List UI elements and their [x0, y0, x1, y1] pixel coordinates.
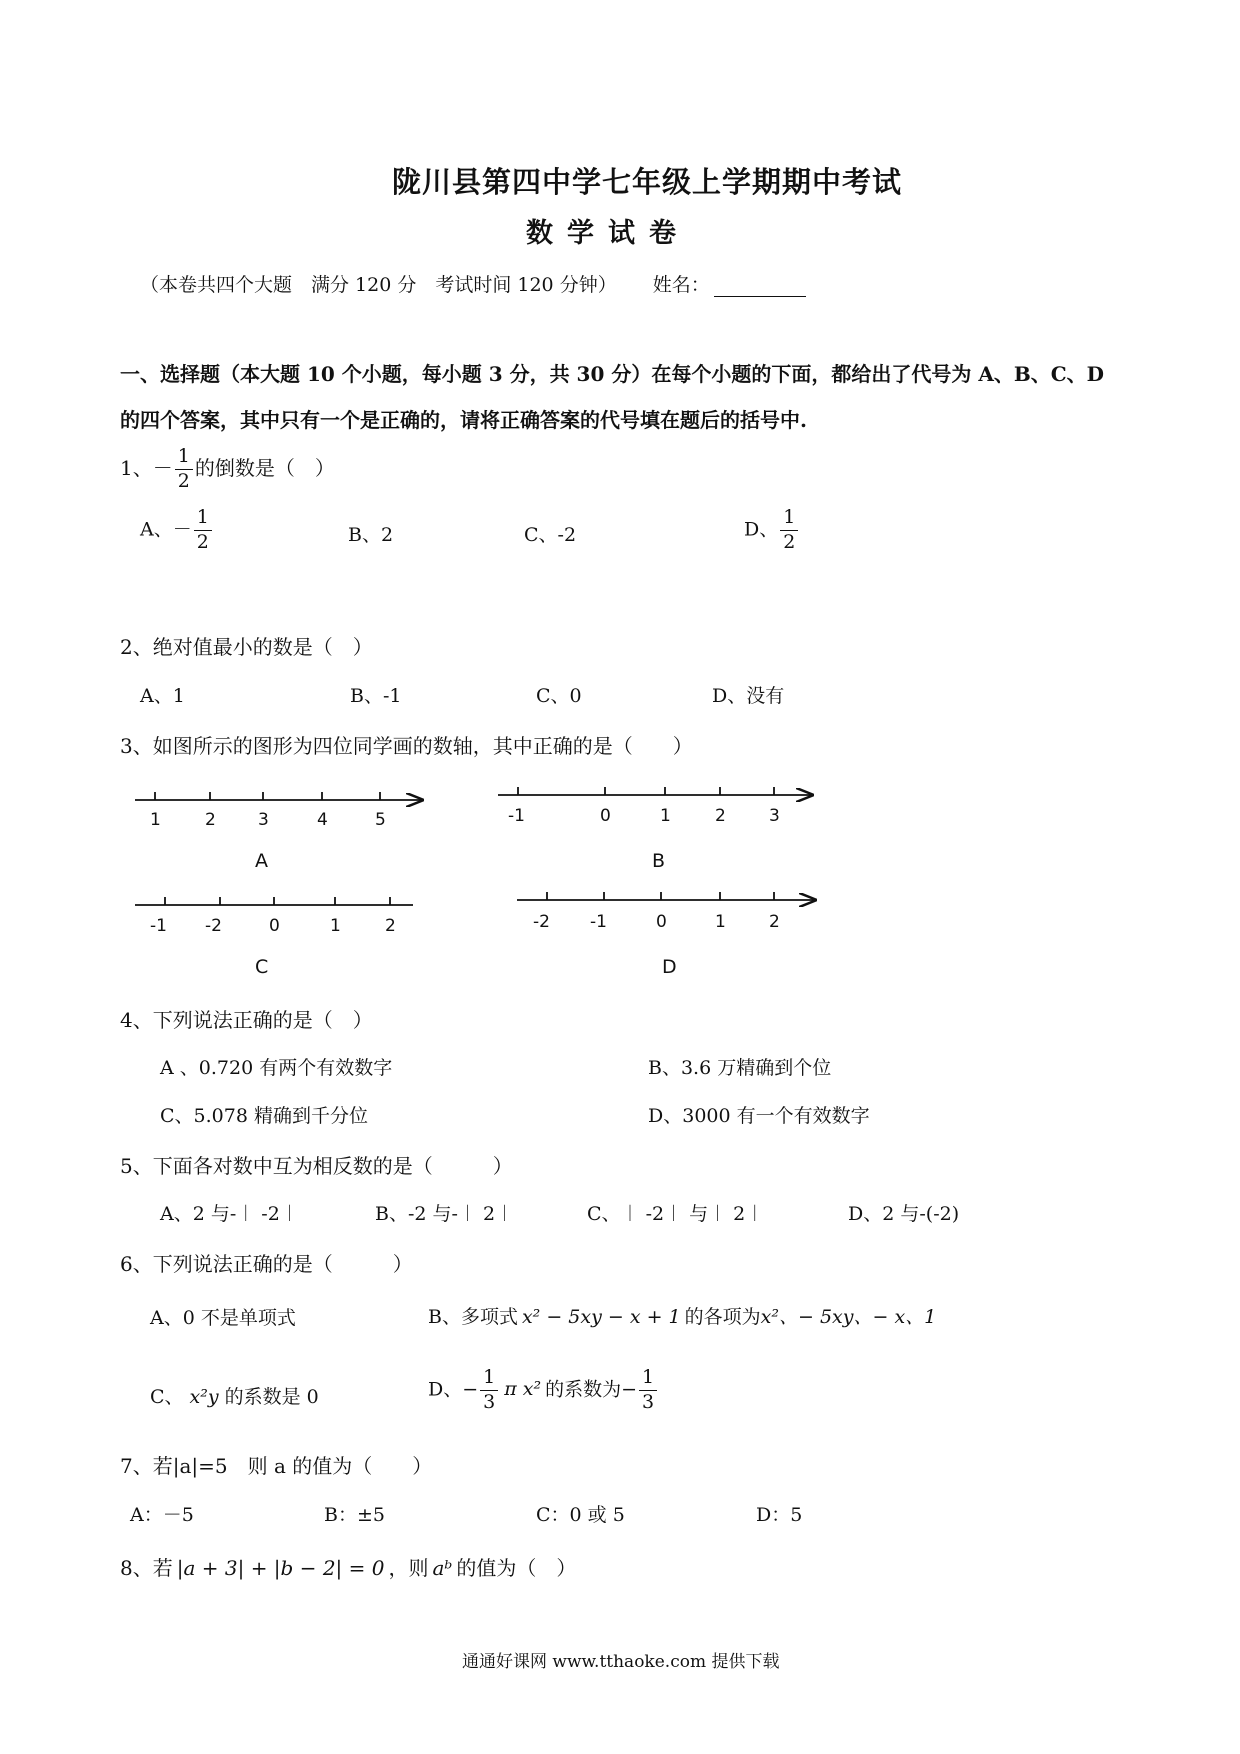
q5-option-c: C、︱ -2︱ 与︱ 2︱ — [587, 1203, 765, 1225]
q1-opt-d-fraction — [780, 508, 798, 553]
exam-info — [140, 270, 806, 297]
q6-opt-d-num-2: 1 — [639, 1368, 657, 1391]
q5-option-b: B、-2 与-︱ 2︱ — [375, 1203, 515, 1225]
q6-opt-d-den: 3 — [483, 1390, 496, 1413]
q1-prefix: 1、－ — [120, 455, 173, 480]
axis-a-label-1: 1 — [150, 810, 161, 830]
q6-option-b — [428, 1302, 936, 1329]
axis-b-label-1: -1 — [508, 806, 525, 826]
q1-fraction — [175, 447, 193, 492]
q1-den: 2 — [177, 469, 190, 492]
q1-option-a — [140, 508, 214, 553]
axis-b-label-2: 0 — [600, 806, 611, 826]
q5-option-a: A、2 与-︱ -2︱ — [160, 1203, 299, 1225]
q6-opt-c-expr: x²y — [189, 1386, 219, 1408]
axis-a-letter: A — [255, 850, 268, 872]
axis-c-letter: C — [255, 956, 269, 978]
exam-info-text: （本卷共四个大题 满分 120 分 考试时间 120 分钟） — [140, 274, 617, 296]
footer-credit: 通通好课网 www.tthaoke.com 提供下载 — [462, 1652, 780, 1672]
q2-option-b: B、-1 — [350, 685, 402, 707]
q6-opt-d-den-2: 3 — [642, 1390, 655, 1413]
q7-option-b: B：±5 — [324, 1504, 385, 1526]
q6-opt-b-prefix: B、多项式 — [428, 1306, 518, 1328]
q1-option-c: C、-2 — [524, 524, 577, 546]
q2-option-d: D、没有 — [712, 685, 785, 707]
q6-opt-d-expr: π x² — [504, 1378, 542, 1401]
question-1 — [120, 447, 335, 492]
q6-option-c — [150, 1382, 319, 1409]
q1-option-d — [744, 508, 800, 553]
name-blank[interactable] — [714, 276, 806, 297]
q2-option-a: A、1 — [140, 685, 185, 707]
section-1-line-1: 一、选择题（本大题 10 个小题，每小题 3 分，共 30 分）在每个小题的下面，都给出了代号为 A、B、C、D — [120, 362, 1105, 386]
q6-opt-b-expr: x² − 5xy − x + 1 — [521, 1306, 681, 1328]
axis-a-label-3: 3 — [258, 810, 269, 830]
q7-option-c: C：0 或 5 — [536, 1504, 625, 1526]
axis-b-label-4: 2 — [715, 806, 726, 826]
q1-opt-a-num: 1 — [194, 508, 212, 531]
axis-a-label-4: 4 — [317, 810, 328, 830]
exam-subtitle: 数学试卷 — [526, 218, 690, 249]
q4-option-b: B、3.6 万精确到个位 — [648, 1057, 832, 1079]
q1-opt-a-den: 2 — [196, 530, 209, 553]
q6-opt-d-mid: 的系数为− — [545, 1378, 638, 1401]
axis-c-label-4: 1 — [330, 916, 341, 936]
q1-opt-d-prefix: D、 — [744, 518, 779, 541]
axis-a-label-2: 2 — [205, 810, 216, 830]
question-7: 7、若|a|=5 则 a 的值为（ ） — [120, 1454, 433, 1478]
q1-option-b: B、2 — [348, 524, 394, 546]
axis-d-label-5: 2 — [769, 912, 780, 932]
axis-d-label-4: 1 — [715, 912, 726, 932]
question-6: 6、下列说法正确的是（ ） — [120, 1252, 413, 1276]
axis-c-label-1: -1 — [150, 916, 167, 936]
axis-b-label-5: 3 — [769, 806, 780, 826]
q7-option-a: A：－5 — [130, 1504, 194, 1526]
question-8 — [120, 1552, 576, 1581]
q8-expr-2: aᵇ — [432, 1556, 453, 1580]
axis-c-label-3: 0 — [269, 916, 280, 936]
q8-expr: |a + 3| + |b − 2| = 0 — [176, 1556, 385, 1580]
q8-prefix: 8、若 — [120, 1556, 173, 1580]
q6-option-d — [428, 1368, 659, 1413]
q6-opt-d-num: 1 — [480, 1368, 498, 1391]
axis-d-label-2: -1 — [590, 912, 607, 932]
q5-option-d: D、2 与-(-2) — [848, 1203, 960, 1225]
q1-suffix: 的倒数是（ ） — [194, 455, 335, 480]
q1-opt-a-prefix: A、－ — [140, 518, 192, 541]
axis-c-label-5: 2 — [385, 916, 396, 936]
axis-c-ticks — [165, 897, 390, 905]
axis-d-label-3: 0 — [656, 912, 667, 932]
question-4: 4、下列说法正确的是（ ） — [120, 1008, 373, 1032]
axis-b-label-3: 1 — [660, 806, 671, 826]
question-3: 3、如图所示的图形为四位同学画的数轴，其中正确的是（ ） — [120, 734, 693, 758]
q6-opt-d-prefix: D、− — [428, 1378, 479, 1401]
q6-opt-b-terms: x²、− 5xy、− x、1 — [760, 1306, 937, 1328]
q6-opt-d-fraction-2 — [639, 1368, 657, 1413]
q6-opt-b-mid: 的各项为 — [684, 1306, 761, 1328]
q7-option-d: D：5 — [756, 1504, 803, 1526]
axis-b-letter: B — [652, 850, 666, 872]
axis-a-ticks — [155, 792, 380, 800]
q8-mid: ，则 — [388, 1556, 429, 1580]
q6-opt-d-fraction — [480, 1368, 498, 1413]
q4-option-c: C、5.078 精确到千分位 — [160, 1105, 368, 1127]
q4-option-d: D、3000 有一个有效数字 — [648, 1105, 870, 1127]
q1-opt-d-den: 2 — [783, 530, 796, 553]
axis-d-ticks — [547, 892, 774, 900]
q6-opt-c-prefix: C、 — [150, 1386, 184, 1408]
section-1-line-2: 的四个答案，其中只有一个是正确的，请将正确答案的代号填在题后的括号中. — [120, 408, 807, 432]
q6-option-a: A、0 不是单项式 — [150, 1307, 296, 1329]
q4-option-a: A 、0.720 有两个有效数字 — [160, 1057, 393, 1079]
q1-opt-d-num: 1 — [780, 508, 798, 531]
q2-option-c: C、0 — [536, 685, 582, 707]
axis-a-label-5: 5 — [375, 810, 386, 830]
q8-suffix: 的值为（ ） — [456, 1556, 577, 1580]
q6-opt-c-suffix: 的系数是 0 — [224, 1386, 319, 1408]
q1-opt-a-fraction — [194, 508, 212, 553]
axis-b-ticks — [518, 787, 774, 795]
axis-d-letter: D — [662, 956, 677, 978]
name-label: 姓名： — [652, 274, 710, 296]
exam-title: 陇川县第四中学七年级上学期期中考试 — [392, 165, 903, 199]
q1-num: 1 — [175, 447, 193, 470]
question-2: 2、绝对值最小的数是（ ） — [120, 635, 373, 659]
axis-c-label-2: -2 — [205, 916, 222, 936]
axis-d-label-1: -2 — [533, 912, 550, 932]
question-5: 5、下面各对数中互为相反数的是（ ） — [120, 1154, 513, 1178]
